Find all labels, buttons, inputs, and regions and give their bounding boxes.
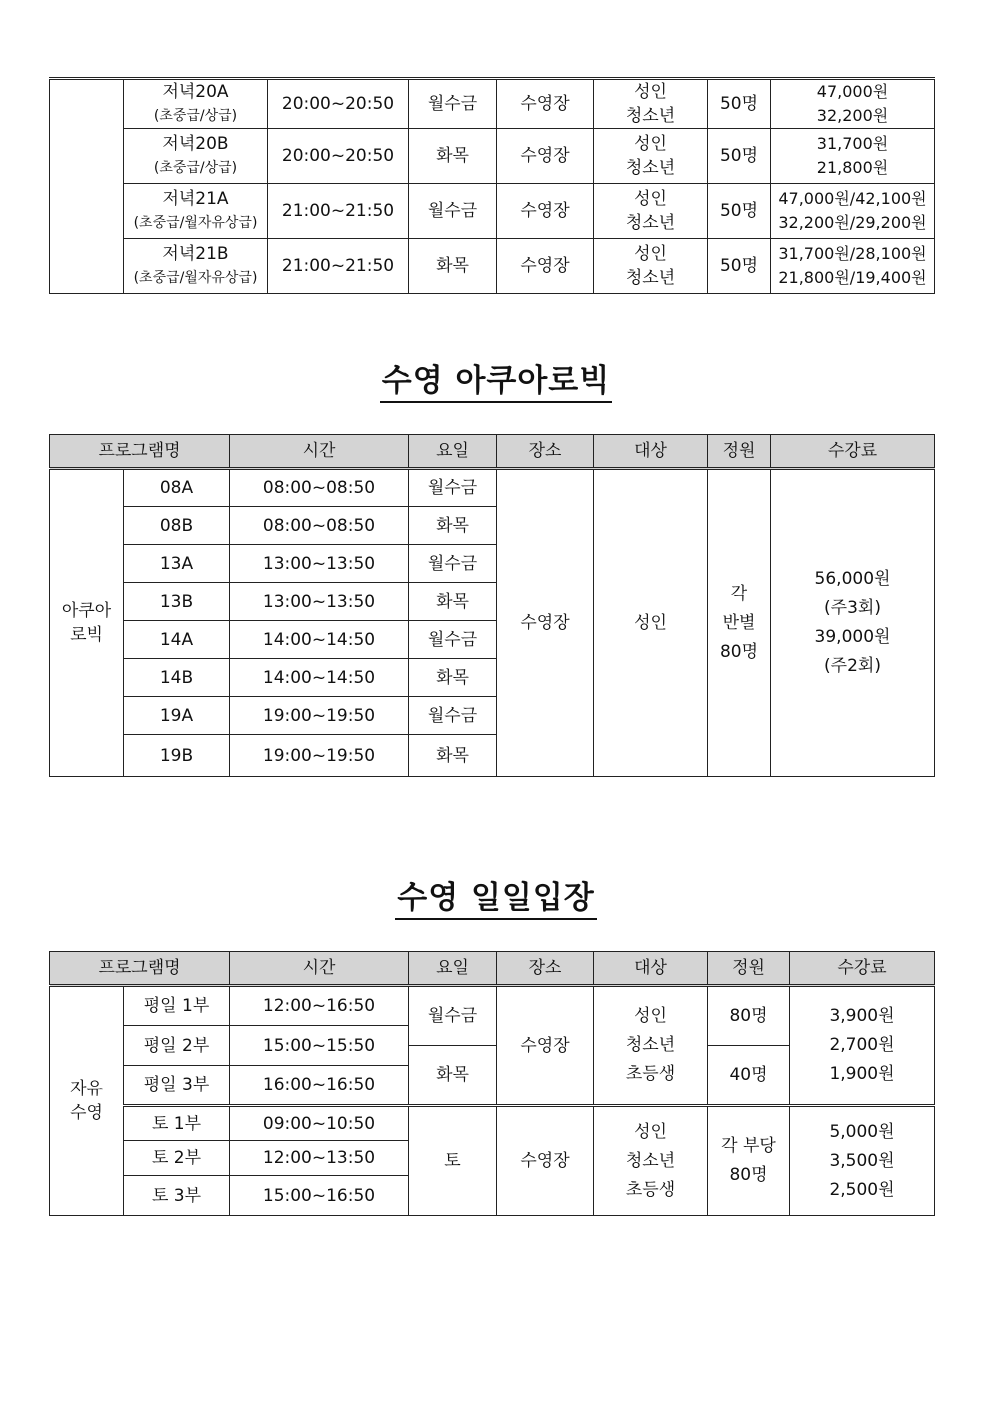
header-row (50, 952, 935, 986)
target-cell: 성인 청소년 (594, 239, 708, 294)
header-program: 프로그램명 (50, 952, 230, 986)
category-cell: 아쿠아 로빅 (50, 469, 124, 777)
time-cell: 14:00~14:50 (230, 621, 409, 659)
table-row (50, 469, 935, 507)
time-cell: 20:00~20:50 (268, 129, 409, 184)
session-cell: 평일 3부 (124, 1066, 230, 1106)
program-name-cell: 저녁20B (초중급/상급) (124, 129, 268, 184)
header-place: 장소 (497, 435, 594, 469)
days-cell: 월수금 (409, 697, 497, 735)
header-time: 시간 (230, 952, 409, 986)
code-cell: 14A (124, 621, 230, 659)
aquarobic-title: 수영 아쿠아로빅 (0, 355, 992, 400)
target-cell: 성인 청소년 (594, 79, 708, 129)
session-cell: 토 2부 (124, 1141, 230, 1176)
time-cell: 13:00~13:50 (230, 583, 409, 621)
session-cell: 평일 2부 (124, 1026, 230, 1066)
days-cell: 월수금 (409, 184, 497, 239)
days-cell: 화목 (409, 239, 497, 294)
code-cell: 19B (124, 735, 230, 777)
table-row (50, 986, 935, 1006)
days-cell: 화목 (409, 583, 497, 621)
header-capacity: 정원 (708, 435, 771, 469)
target-cell: 성인 청소년 (594, 184, 708, 239)
program-name-cell: 저녁20A (초중급/상급) (124, 79, 268, 129)
place-cell: 수영장 (497, 79, 594, 129)
header-place: 장소 (497, 952, 594, 986)
target-cell: 성인 청소년 (594, 129, 708, 184)
table-row (50, 129, 935, 184)
header-row (50, 435, 935, 469)
place-cell: 수영장 (497, 184, 594, 239)
time-cell: 15:00~16:50 (230, 1176, 409, 1216)
daily-entry-table (49, 951, 935, 1216)
fee-cell: 56,000원 (주3회) 39,000원 (주2회) (771, 469, 935, 777)
time-cell: 21:00~21:50 (268, 184, 409, 239)
days-cell: 화목 (409, 1046, 497, 1106)
table-row (50, 1106, 935, 1124)
daily-entry-title: 수영 일일입장 (0, 872, 992, 917)
fee-cell: 31,700원/28,100원 21,800원/19,400원 (771, 239, 935, 294)
category-cell (50, 79, 124, 294)
time-cell: 12:00~16:50 (230, 986, 409, 1026)
header-target: 대상 (594, 952, 708, 986)
capacity-cell: 80명 (708, 986, 790, 1046)
table-row (50, 184, 935, 239)
capacity-cell: 각 반별 80명 (708, 469, 771, 777)
fee-cell: 47,000원 32,200원 (771, 79, 935, 129)
table-row (50, 79, 935, 129)
place-cell: 수영장 (497, 469, 594, 777)
session-cell: 평일 1부 (124, 986, 230, 1026)
time-cell: 12:00~13:50 (230, 1141, 409, 1176)
code-cell: 13A (124, 545, 230, 583)
time-cell: 19:00~19:50 (230, 697, 409, 735)
time-cell: 15:00~15:50 (230, 1026, 409, 1066)
fee-cell: 31,700원 21,800원 (771, 129, 935, 184)
target-cell: 성인 청소년 초등생 (594, 986, 708, 1106)
header-time: 시간 (230, 435, 409, 469)
time-cell: 14:00~14:50 (230, 659, 409, 697)
days-cell: 토 (409, 1106, 497, 1216)
session-cell: 토 3부 (124, 1176, 230, 1216)
days-cell: 화목 (409, 129, 497, 184)
time-cell: 19:00~19:50 (230, 735, 409, 777)
time-cell: 21:00~21:50 (268, 239, 409, 294)
program-name-cell: 저녁21B (초중급/월자유상급) (124, 239, 268, 294)
aquarobic-table (49, 434, 935, 777)
fee-cell: 47,000원/42,100원 32,200원/29,200원 (771, 184, 935, 239)
time-cell: 08:00~08:50 (230, 469, 409, 507)
table-row (50, 239, 935, 294)
capacity-cell: 40명 (708, 1046, 790, 1106)
capacity-cell: 각 부당 80명 (708, 1106, 790, 1216)
time-cell: 16:00~16:50 (230, 1066, 409, 1106)
days-cell: 화목 (409, 507, 497, 545)
code-cell: 13B (124, 583, 230, 621)
time-cell: 08:00~08:50 (230, 507, 409, 545)
days-cell: 월수금 (409, 621, 497, 659)
category-cell: 자유 수영 (50, 986, 124, 1216)
code-cell: 08B (124, 507, 230, 545)
time-cell: 09:00~10:50 (230, 1106, 409, 1141)
header-program: 프로그램명 (50, 435, 230, 469)
code-cell: 19A (124, 697, 230, 735)
days-cell: 월수금 (409, 79, 497, 129)
time-cell: 13:00~13:50 (230, 545, 409, 583)
time-cell: 20:00~20:50 (268, 79, 409, 129)
program-name-cell: 저녁21A (초중급/월자유상급) (124, 184, 268, 239)
days-cell: 월수금 (409, 469, 497, 507)
code-cell: 14B (124, 659, 230, 697)
header-days: 요일 (409, 952, 497, 986)
session-cell: 토 1부 (124, 1106, 230, 1141)
place-cell: 수영장 (497, 1106, 594, 1216)
target-cell: 성인 (594, 469, 708, 777)
target-cell: 성인 청소년 초등생 (594, 1106, 708, 1216)
header-target: 대상 (594, 435, 708, 469)
place-cell: 수영장 (497, 239, 594, 294)
code-cell: 08A (124, 469, 230, 507)
days-cell: 월수금 (409, 986, 497, 1046)
header-fee: 수강료 (790, 952, 935, 986)
place-cell: 수영장 (497, 129, 594, 184)
days-cell: 화목 (409, 659, 497, 697)
fee-cell: 3,900원 2,700원 1,900원 (790, 986, 935, 1106)
place-cell: 수영장 (497, 986, 594, 1106)
header-capacity: 정원 (708, 952, 790, 986)
capacity-cell: 50명 (708, 129, 771, 184)
header-fee: 수강료 (771, 435, 935, 469)
capacity-cell: 50명 (708, 239, 771, 294)
capacity-cell: 50명 (708, 184, 771, 239)
header-days: 요일 (409, 435, 497, 469)
fee-cell: 5,000원 3,500원 2,500원 (790, 1106, 935, 1216)
days-cell: 화목 (409, 735, 497, 777)
capacity-cell: 50명 (708, 79, 771, 129)
days-cell: 월수금 (409, 545, 497, 583)
evening-class-table (49, 77, 935, 294)
